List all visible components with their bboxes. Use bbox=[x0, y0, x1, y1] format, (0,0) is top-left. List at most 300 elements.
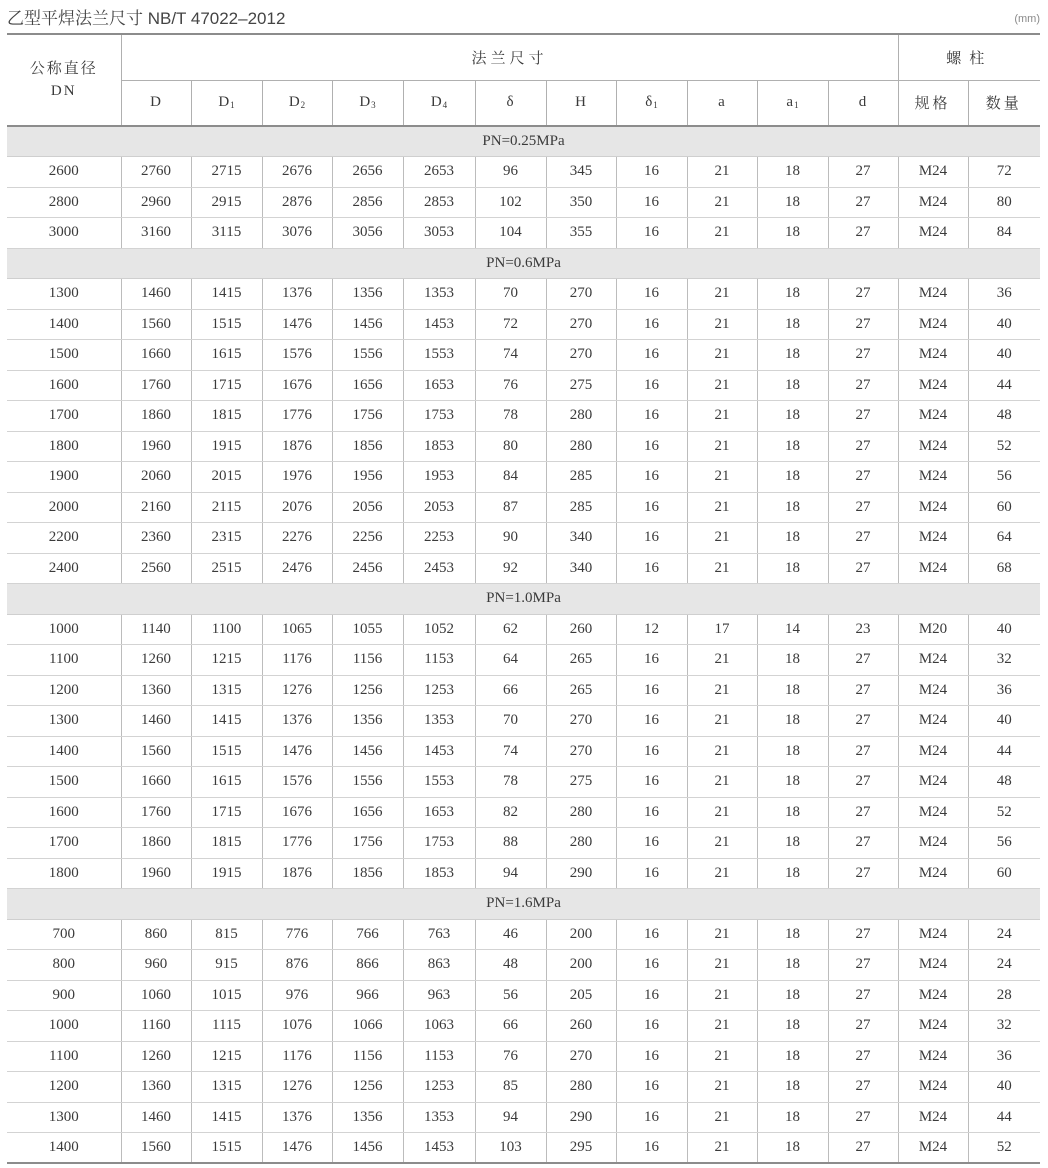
cell-bolt-spec: M24 bbox=[898, 340, 968, 371]
cell-d4: 1052 bbox=[403, 614, 475, 645]
cell-d2: 2276 bbox=[262, 523, 332, 554]
cell-d2: 1976 bbox=[262, 462, 332, 493]
cell-a1: 18 bbox=[757, 279, 828, 310]
cell-d: 2960 bbox=[121, 187, 191, 218]
cell-a: 21 bbox=[687, 431, 757, 462]
cell-bolt-spec: M24 bbox=[898, 919, 968, 950]
cell-bolt-spec: M24 bbox=[898, 1102, 968, 1133]
cell-d1: 1415 bbox=[191, 279, 262, 310]
cell-bolt-spec: M24 bbox=[898, 1011, 968, 1042]
cell-delta1: 16 bbox=[616, 706, 687, 737]
dn-label: DN bbox=[50, 83, 77, 99]
table-row bbox=[7, 523, 1040, 554]
cell-delta: 78 bbox=[475, 401, 546, 432]
cell-d4: 1253 bbox=[403, 1072, 475, 1103]
table-row bbox=[7, 736, 1040, 767]
pressure-section-row bbox=[7, 126, 1040, 157]
cell-d3: 2656 bbox=[332, 157, 403, 188]
cell-d4: 2453 bbox=[403, 553, 475, 584]
cell-d1: 1915 bbox=[191, 431, 262, 462]
cell-a1: 18 bbox=[757, 401, 828, 432]
cell-a1: 18 bbox=[757, 309, 828, 340]
col-header-a: a bbox=[687, 80, 757, 126]
cell-a: 21 bbox=[687, 919, 757, 950]
cell-delta1: 16 bbox=[616, 401, 687, 432]
cell-a: 21 bbox=[687, 523, 757, 554]
cell-dn: 1300 bbox=[7, 279, 121, 310]
cell-d1: 1615 bbox=[191, 767, 262, 798]
col-header-d4: $D_4$ bbox=[403, 80, 475, 126]
cell-d-lower: 27 bbox=[828, 218, 898, 249]
cell-d3: 2456 bbox=[332, 553, 403, 584]
cell-bolt-qty: 32 bbox=[968, 1011, 1040, 1042]
cell-dn: 1900 bbox=[7, 462, 121, 493]
cell-d1: 2915 bbox=[191, 187, 262, 218]
cell-delta1: 16 bbox=[616, 157, 687, 188]
cell-delta: 84 bbox=[475, 462, 546, 493]
cell-a1: 18 bbox=[757, 1133, 828, 1164]
nominal-diameter-label: 公称直径 bbox=[29, 61, 98, 77]
cell-d3: 2056 bbox=[332, 492, 403, 523]
cell-d3: 3056 bbox=[332, 218, 403, 249]
col-header-d3: $D_3$ bbox=[332, 80, 403, 126]
cell-h: 270 bbox=[546, 309, 616, 340]
cell-delta1: 16 bbox=[616, 1011, 687, 1042]
cell-a1: 18 bbox=[757, 370, 828, 401]
cell-d1: 2315 bbox=[191, 523, 262, 554]
cell-d: 1360 bbox=[121, 1072, 191, 1103]
col-header-bolt-spec: 规格 bbox=[898, 80, 968, 126]
cell-delta: 48 bbox=[475, 950, 546, 981]
cell-d2: 1676 bbox=[262, 370, 332, 401]
cell-delta: 66 bbox=[475, 1011, 546, 1042]
cell-a: 21 bbox=[687, 1011, 757, 1042]
cell-d: 1860 bbox=[121, 828, 191, 859]
cell-dn: 3000 bbox=[7, 218, 121, 249]
cell-a1: 18 bbox=[757, 706, 828, 737]
cell-d-lower: 27 bbox=[828, 401, 898, 432]
table-row bbox=[7, 279, 1040, 310]
cell-a: 21 bbox=[687, 340, 757, 371]
cell-bolt-spec: M24 bbox=[898, 309, 968, 340]
cell-a: 21 bbox=[687, 797, 757, 828]
cell-bolt-qty: 56 bbox=[968, 462, 1040, 493]
cell-a1: 18 bbox=[757, 950, 828, 981]
cell-d: 1760 bbox=[121, 370, 191, 401]
cell-d: 1660 bbox=[121, 767, 191, 798]
cell-dn: 1600 bbox=[7, 370, 121, 401]
cell-a1: 18 bbox=[757, 218, 828, 249]
cell-d-lower: 27 bbox=[828, 340, 898, 371]
cell-a: 21 bbox=[687, 462, 757, 493]
cell-d2: 3076 bbox=[262, 218, 332, 249]
cell-a1: 18 bbox=[757, 1072, 828, 1103]
cell-d: 1860 bbox=[121, 401, 191, 432]
cell-bolt-qty: 40 bbox=[968, 309, 1040, 340]
cell-bolt-spec: M24 bbox=[898, 401, 968, 432]
col-header-delta1: $\delta_1$ bbox=[616, 80, 687, 126]
cell-h: 340 bbox=[546, 553, 616, 584]
cell-delta1: 16 bbox=[616, 980, 687, 1011]
cell-a: 21 bbox=[687, 858, 757, 889]
cell-d3: 1456 bbox=[332, 1133, 403, 1164]
col-header-d: D bbox=[121, 80, 191, 126]
table-row bbox=[7, 218, 1040, 249]
cell-dn: 2800 bbox=[7, 187, 121, 218]
cell-delta: 76 bbox=[475, 1041, 546, 1072]
cell-delta: 64 bbox=[475, 645, 546, 676]
cell-delta: 87 bbox=[475, 492, 546, 523]
table-row bbox=[7, 401, 1040, 432]
cell-a1: 18 bbox=[757, 858, 828, 889]
cell-d4: 1653 bbox=[403, 797, 475, 828]
cell-d-lower: 27 bbox=[828, 1072, 898, 1103]
cell-d: 1260 bbox=[121, 645, 191, 676]
cell-dn: 1200 bbox=[7, 1072, 121, 1103]
cell-h: 265 bbox=[546, 675, 616, 706]
cell-bolt-qty: 52 bbox=[968, 431, 1040, 462]
cell-a1: 18 bbox=[757, 675, 828, 706]
cell-bolt-qty: 72 bbox=[968, 157, 1040, 188]
cell-d3: 1856 bbox=[332, 858, 403, 889]
cell-delta: 82 bbox=[475, 797, 546, 828]
cell-a1: 18 bbox=[757, 919, 828, 950]
cell-d: 1960 bbox=[121, 858, 191, 889]
cell-dn: 1000 bbox=[7, 614, 121, 645]
cell-delta: 94 bbox=[475, 1102, 546, 1133]
cell-d1: 2015 bbox=[191, 462, 262, 493]
cell-h: 295 bbox=[546, 1133, 616, 1164]
cell-bolt-qty: 36 bbox=[968, 279, 1040, 310]
cell-d-lower: 27 bbox=[828, 767, 898, 798]
unit-label: (mm) bbox=[1014, 13, 1040, 25]
cell-bolt-qty: 36 bbox=[968, 1041, 1040, 1072]
cell-d2: 1776 bbox=[262, 828, 332, 859]
cell-d-lower: 27 bbox=[828, 1102, 898, 1133]
cell-bolt-qty: 32 bbox=[968, 645, 1040, 676]
cell-h: 280 bbox=[546, 431, 616, 462]
pressure-section-row bbox=[7, 584, 1040, 615]
cell-delta: 66 bbox=[475, 675, 546, 706]
cell-d1: 2715 bbox=[191, 157, 262, 188]
cell-d-lower: 27 bbox=[828, 980, 898, 1011]
table-row bbox=[7, 706, 1040, 737]
cell-a: 21 bbox=[687, 370, 757, 401]
cell-d3: 2856 bbox=[332, 187, 403, 218]
cell-d-lower: 27 bbox=[828, 523, 898, 554]
cell-bolt-spec: M24 bbox=[898, 980, 968, 1011]
cell-d: 960 bbox=[121, 950, 191, 981]
cell-delta: 46 bbox=[475, 919, 546, 950]
cell-bolt-spec: M24 bbox=[898, 553, 968, 584]
table-row bbox=[7, 950, 1040, 981]
cell-d3: 1556 bbox=[332, 340, 403, 371]
cell-d: 1460 bbox=[121, 706, 191, 737]
cell-a1: 18 bbox=[757, 767, 828, 798]
header-row-columns bbox=[7, 80, 1040, 126]
cell-bolt-spec: M24 bbox=[898, 645, 968, 676]
cell-delta: 103 bbox=[475, 1133, 546, 1164]
cell-d4: 1153 bbox=[403, 645, 475, 676]
col-header-d1: $D_1$ bbox=[191, 80, 262, 126]
cell-dn: 1100 bbox=[7, 645, 121, 676]
cell-bolt-spec: M24 bbox=[898, 706, 968, 737]
cell-d4: 1753 bbox=[403, 401, 475, 432]
cell-d-lower: 27 bbox=[828, 1133, 898, 1164]
cell-d3: 1756 bbox=[332, 401, 403, 432]
cell-h: 280 bbox=[546, 797, 616, 828]
cell-bolt-qty: 60 bbox=[968, 858, 1040, 889]
cell-a: 21 bbox=[687, 767, 757, 798]
cell-d2: 1576 bbox=[262, 767, 332, 798]
cell-d2: 1676 bbox=[262, 797, 332, 828]
cell-bolt-spec: M24 bbox=[898, 1072, 968, 1103]
table-row bbox=[7, 370, 1040, 401]
cell-bolt-qty: 40 bbox=[968, 340, 1040, 371]
cell-d-lower: 27 bbox=[828, 919, 898, 950]
cell-bolt-qty: 36 bbox=[968, 675, 1040, 706]
cell-a1: 18 bbox=[757, 645, 828, 676]
cell-d2: 2676 bbox=[262, 157, 332, 188]
cell-d-lower: 27 bbox=[828, 736, 898, 767]
cell-d2: 1376 bbox=[262, 706, 332, 737]
cell-bolt-qty: 24 bbox=[968, 950, 1040, 981]
cell-d4: 1353 bbox=[403, 706, 475, 737]
table-row bbox=[7, 1011, 1040, 1042]
cell-d1: 1715 bbox=[191, 370, 262, 401]
table-row bbox=[7, 858, 1040, 889]
cell-d: 1560 bbox=[121, 736, 191, 767]
cell-d-lower: 27 bbox=[828, 645, 898, 676]
cell-d-lower: 27 bbox=[828, 1041, 898, 1072]
cell-d4: 3053 bbox=[403, 218, 475, 249]
cell-d3: 1756 bbox=[332, 828, 403, 859]
cell-a1: 18 bbox=[757, 1102, 828, 1133]
cell-d-lower: 27 bbox=[828, 797, 898, 828]
cell-delta1: 16 bbox=[616, 553, 687, 584]
cell-bolt-spec: M24 bbox=[898, 675, 968, 706]
cell-a: 21 bbox=[687, 950, 757, 981]
cell-a: 21 bbox=[687, 1072, 757, 1103]
cell-delta: 74 bbox=[475, 736, 546, 767]
cell-d2: 876 bbox=[262, 950, 332, 981]
cell-d-lower: 27 bbox=[828, 309, 898, 340]
cell-h: 270 bbox=[546, 340, 616, 371]
cell-bolt-spec: M24 bbox=[898, 462, 968, 493]
cell-a1: 18 bbox=[757, 492, 828, 523]
cell-a1: 18 bbox=[757, 157, 828, 188]
cell-bolt-spec: M24 bbox=[898, 858, 968, 889]
table-row bbox=[7, 309, 1040, 340]
cell-d1: 1415 bbox=[191, 706, 262, 737]
cell-h: 275 bbox=[546, 767, 616, 798]
cell-d2: 1476 bbox=[262, 309, 332, 340]
bolt-header: 螺柱 bbox=[898, 34, 1040, 80]
cell-a: 21 bbox=[687, 706, 757, 737]
cell-delta: 94 bbox=[475, 858, 546, 889]
cell-dn: 700 bbox=[7, 919, 121, 950]
cell-bolt-qty: 40 bbox=[968, 706, 1040, 737]
cell-bolt-qty: 44 bbox=[968, 370, 1040, 401]
cell-d: 1160 bbox=[121, 1011, 191, 1042]
cell-d-lower: 23 bbox=[828, 614, 898, 645]
cell-bolt-qty: 40 bbox=[968, 1072, 1040, 1103]
cell-d1: 1015 bbox=[191, 980, 262, 1011]
cell-d4: 1553 bbox=[403, 340, 475, 371]
cell-dn: 1700 bbox=[7, 828, 121, 859]
cell-d3: 1156 bbox=[332, 1041, 403, 1072]
cell-delta1: 16 bbox=[616, 462, 687, 493]
cell-d1: 1615 bbox=[191, 340, 262, 371]
cell-d3: 1156 bbox=[332, 645, 403, 676]
cell-delta1: 16 bbox=[616, 309, 687, 340]
cell-a1: 14 bbox=[757, 614, 828, 645]
cell-a: 21 bbox=[687, 736, 757, 767]
cell-d4: 2253 bbox=[403, 523, 475, 554]
cell-a1: 18 bbox=[757, 736, 828, 767]
cell-dn: 1400 bbox=[7, 309, 121, 340]
cell-d2: 1876 bbox=[262, 431, 332, 462]
cell-d3: 966 bbox=[332, 980, 403, 1011]
cell-d-lower: 27 bbox=[828, 157, 898, 188]
cell-delta: 80 bbox=[475, 431, 546, 462]
cell-delta: 76 bbox=[475, 370, 546, 401]
cell-d: 2760 bbox=[121, 157, 191, 188]
cell-bolt-spec: M24 bbox=[898, 736, 968, 767]
cell-d4: 863 bbox=[403, 950, 475, 981]
cell-d: 1460 bbox=[121, 1102, 191, 1133]
cell-bolt-spec: M24 bbox=[898, 950, 968, 981]
cell-d3: 2256 bbox=[332, 523, 403, 554]
cell-d: 1560 bbox=[121, 309, 191, 340]
cell-h: 355 bbox=[546, 218, 616, 249]
cell-delta: 102 bbox=[475, 187, 546, 218]
table-row bbox=[7, 1072, 1040, 1103]
cell-dn: 1600 bbox=[7, 797, 121, 828]
cell-a: 21 bbox=[687, 401, 757, 432]
cell-h: 200 bbox=[546, 919, 616, 950]
cell-h: 290 bbox=[546, 858, 616, 889]
cell-dn: 900 bbox=[7, 980, 121, 1011]
cell-d: 2560 bbox=[121, 553, 191, 584]
cell-d4: 2653 bbox=[403, 157, 475, 188]
cell-d2: 1276 bbox=[262, 675, 332, 706]
table-row bbox=[7, 157, 1040, 188]
cell-d: 1140 bbox=[121, 614, 191, 645]
cell-d1: 3115 bbox=[191, 218, 262, 249]
cell-bolt-spec: M24 bbox=[898, 187, 968, 218]
cell-dn: 1200 bbox=[7, 675, 121, 706]
cell-d: 1060 bbox=[121, 980, 191, 1011]
cell-d1: 1815 bbox=[191, 401, 262, 432]
table-row bbox=[7, 675, 1040, 706]
cell-bolt-spec: M24 bbox=[898, 279, 968, 310]
cell-d-lower: 27 bbox=[828, 279, 898, 310]
cell-delta1: 16 bbox=[616, 675, 687, 706]
cell-d-lower: 27 bbox=[828, 492, 898, 523]
cell-d2: 1176 bbox=[262, 645, 332, 676]
cell-d2: 1476 bbox=[262, 1133, 332, 1164]
cell-d4: 1553 bbox=[403, 767, 475, 798]
cell-delta1: 16 bbox=[616, 645, 687, 676]
cell-d4: 1653 bbox=[403, 370, 475, 401]
cell-a1: 18 bbox=[757, 828, 828, 859]
pressure-section-label: PN=1.0MPa bbox=[7, 584, 1040, 615]
cell-dn: 1800 bbox=[7, 858, 121, 889]
table-row bbox=[7, 797, 1040, 828]
cell-dn: 1500 bbox=[7, 340, 121, 371]
cell-d4: 1353 bbox=[403, 1102, 475, 1133]
cell-d4: 763 bbox=[403, 919, 475, 950]
cell-d1: 1715 bbox=[191, 797, 262, 828]
cell-delta: 56 bbox=[475, 980, 546, 1011]
cell-d1: 1315 bbox=[191, 675, 262, 706]
cell-bolt-qty: 48 bbox=[968, 767, 1040, 798]
cell-a1: 18 bbox=[757, 187, 828, 218]
cell-bolt-spec: M24 bbox=[898, 1041, 968, 1072]
cell-h: 260 bbox=[546, 614, 616, 645]
cell-d2: 2476 bbox=[262, 553, 332, 584]
cell-bolt-qty: 84 bbox=[968, 218, 1040, 249]
cell-a1: 18 bbox=[757, 523, 828, 554]
table-header bbox=[7, 34, 1040, 126]
table-row bbox=[7, 614, 1040, 645]
cell-delta1: 16 bbox=[616, 218, 687, 249]
cell-delta: 85 bbox=[475, 1072, 546, 1103]
cell-h: 345 bbox=[546, 157, 616, 188]
cell-d: 1660 bbox=[121, 340, 191, 371]
cell-d-lower: 27 bbox=[828, 950, 898, 981]
cell-d2: 1776 bbox=[262, 401, 332, 432]
cell-dn: 1300 bbox=[7, 706, 121, 737]
pressure-section-label: PN=0.6MPa bbox=[7, 248, 1040, 279]
cell-d: 860 bbox=[121, 919, 191, 950]
cell-delta1: 16 bbox=[616, 950, 687, 981]
cell-d1: 1915 bbox=[191, 858, 262, 889]
cell-d4: 2853 bbox=[403, 187, 475, 218]
col-header-a1: $a_1$ bbox=[757, 80, 828, 126]
cell-dn: 2400 bbox=[7, 553, 121, 584]
pressure-section-row bbox=[7, 248, 1040, 279]
cell-bolt-qty: 48 bbox=[968, 401, 1040, 432]
table-row bbox=[7, 828, 1040, 859]
cell-a1: 18 bbox=[757, 553, 828, 584]
cell-d4: 1253 bbox=[403, 675, 475, 706]
cell-d-lower: 27 bbox=[828, 675, 898, 706]
cell-bolt-qty: 64 bbox=[968, 523, 1040, 554]
cell-d4: 1063 bbox=[403, 1011, 475, 1042]
col-header-bolt-qty: 数量 bbox=[968, 80, 1040, 126]
cell-d2: 976 bbox=[262, 980, 332, 1011]
cell-delta: 90 bbox=[475, 523, 546, 554]
cell-d2: 776 bbox=[262, 919, 332, 950]
cell-d2: 1176 bbox=[262, 1041, 332, 1072]
cell-a: 21 bbox=[687, 492, 757, 523]
table-row bbox=[7, 1041, 1040, 1072]
cell-bolt-spec: M24 bbox=[898, 797, 968, 828]
cell-d1: 1215 bbox=[191, 645, 262, 676]
cell-a: 21 bbox=[687, 645, 757, 676]
cell-a1: 18 bbox=[757, 1041, 828, 1072]
cell-bolt-spec: M24 bbox=[898, 523, 968, 554]
cell-bolt-qty: 44 bbox=[968, 1102, 1040, 1133]
cell-delta1: 12 bbox=[616, 614, 687, 645]
cell-delta1: 16 bbox=[616, 736, 687, 767]
cell-a1: 18 bbox=[757, 980, 828, 1011]
cell-a: 21 bbox=[687, 218, 757, 249]
cell-d1: 1815 bbox=[191, 828, 262, 859]
cell-d2: 1376 bbox=[262, 1102, 332, 1133]
